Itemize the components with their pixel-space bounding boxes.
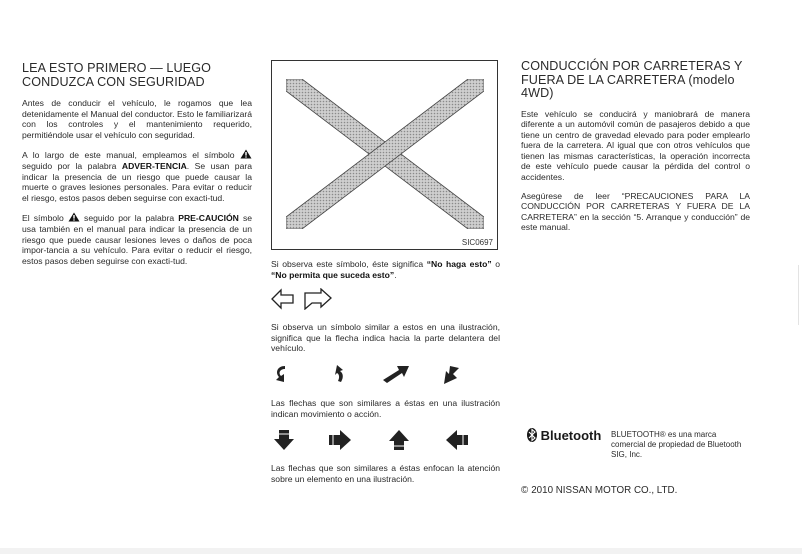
motion-arrows bbox=[271, 364, 500, 388]
section-title-4wd: CONDUCCIÓN POR CARRETERAS Y FUERA DE LA CARRETERA (modelo 4WD) bbox=[521, 59, 743, 100]
warning-paragraph: A lo largo de este manual, empleamos el símbolo seguido por la palabra ADVER-TENCIA. Se usan para indicar la presencia de un riesgo que puede causar la muerte o graves lesiones personales. Para evitar o reducir el riesgo, estos pasos deben seguirse con exacti-tud. bbox=[22, 150, 253, 203]
4wd-paragraph: Este vehículo se conducirá y maniobrará de manera diferente a un automóvil común de pasajeros debido a que tiene un centro de gravedad elevado para poder emplearlo fuera de la carretera. Al igual que con otros vehículos que tienen las mismas características, la operación incorrecta de este vehículo puede causar la pérdida del control o accidentes. bbox=[521, 108, 750, 183]
figure-code: SIC0697 bbox=[461, 238, 493, 247]
motion-arrow-diagonal-icon bbox=[381, 364, 411, 384]
copyright: © 2010 NISSAN MOTOR CO., LTD. bbox=[521, 485, 678, 496]
caution-keyword: PRE-CAUCIÓN bbox=[178, 213, 239, 224]
bluetooth-trademark-note: BLUETOOTH® es una marca comercial de propiedad de Bluetooth SIG, Inc. bbox=[611, 430, 742, 459]
motion-arrow-down-icon bbox=[441, 364, 461, 386]
motion-arrow-explanation: Las flechas que son similares a éstas en una ilustración indican movimiento o acción. bbox=[271, 397, 500, 419]
section-title-read-first: LEA ESTO PRIMERO — LUEGO CONDUZCA CON SEGURIDAD bbox=[22, 61, 212, 89]
front-direction-arrows bbox=[271, 288, 500, 312]
focus-arrow-down-icon bbox=[273, 429, 295, 451]
focus-arrow-right-icon bbox=[328, 429, 352, 451]
curved-arrow-left-icon bbox=[273, 364, 289, 384]
focus-arrow-up-icon bbox=[388, 429, 410, 451]
front-arrow-left-icon bbox=[271, 288, 295, 310]
4wd-reference-paragraph: Asegúrese de leer “PRECAUCIONES PARA LA CONDUCCIÓN POR CARRETERAS Y FUERA DE LA CARRETERA” en la sección “5. Arranque y conducción” de este manual. bbox=[521, 190, 750, 233]
caution-triangle-icon bbox=[68, 212, 80, 222]
copyright-symbol: © bbox=[521, 485, 529, 496]
middle-column bbox=[271, 60, 500, 484]
warning-triangle-icon bbox=[240, 149, 252, 159]
caution-paragraph: El símbolo seguido por la palabra PRE-CAUCIÓN se usa también en el manual para indicar la presencia de un riesgo que puede causar lesiones leves o daños de poca impor-tancia a su vehículo. Para evitar o reducir el riesgo, estos pasos deben seguirse con exacti-tud. bbox=[22, 213, 253, 266]
focus-arrow-left-icon bbox=[445, 429, 469, 451]
front-arrow-explanation: Si observa un símbolo similar a estos en una ilustración, significa que la flecha indica hacia la parte delantera del vehículo. bbox=[271, 322, 500, 354]
focus-arrows bbox=[271, 429, 500, 453]
cross-out-icon bbox=[286, 79, 484, 229]
page-bottom-edge bbox=[0, 548, 802, 554]
focus-arrow-explanation: Las flechas que son similares a éstas enfocan la atención sobre un elemento en una ilustración. bbox=[271, 463, 500, 484]
prohibited-symbol-explanation: Si observa este símbolo, éste significa “No haga esto” o “No permita que suceda esto”. bbox=[271, 259, 500, 280]
page-edge-mark bbox=[798, 265, 799, 325]
intro-paragraph: Antes de conducir el vehículo, le rogamos que lea detenidamente el Manual del conductor. Esto le familiarizará con los controles y el mantenimiento requerido, permitiéndole usar el vehículo con seguridad. bbox=[22, 98, 252, 140]
prohibited-symbol-figure bbox=[271, 60, 498, 250]
right-column bbox=[521, 60, 750, 233]
curved-arrow-right-icon bbox=[333, 364, 349, 384]
front-arrow-diagonal-icon bbox=[303, 288, 333, 310]
bluetooth-logo: Bluetooth bbox=[527, 428, 601, 443]
bluetooth-rune-icon bbox=[527, 428, 537, 442]
left-column bbox=[22, 62, 252, 266]
warning-keyword: ADVER-TENCIA bbox=[121, 160, 187, 171]
